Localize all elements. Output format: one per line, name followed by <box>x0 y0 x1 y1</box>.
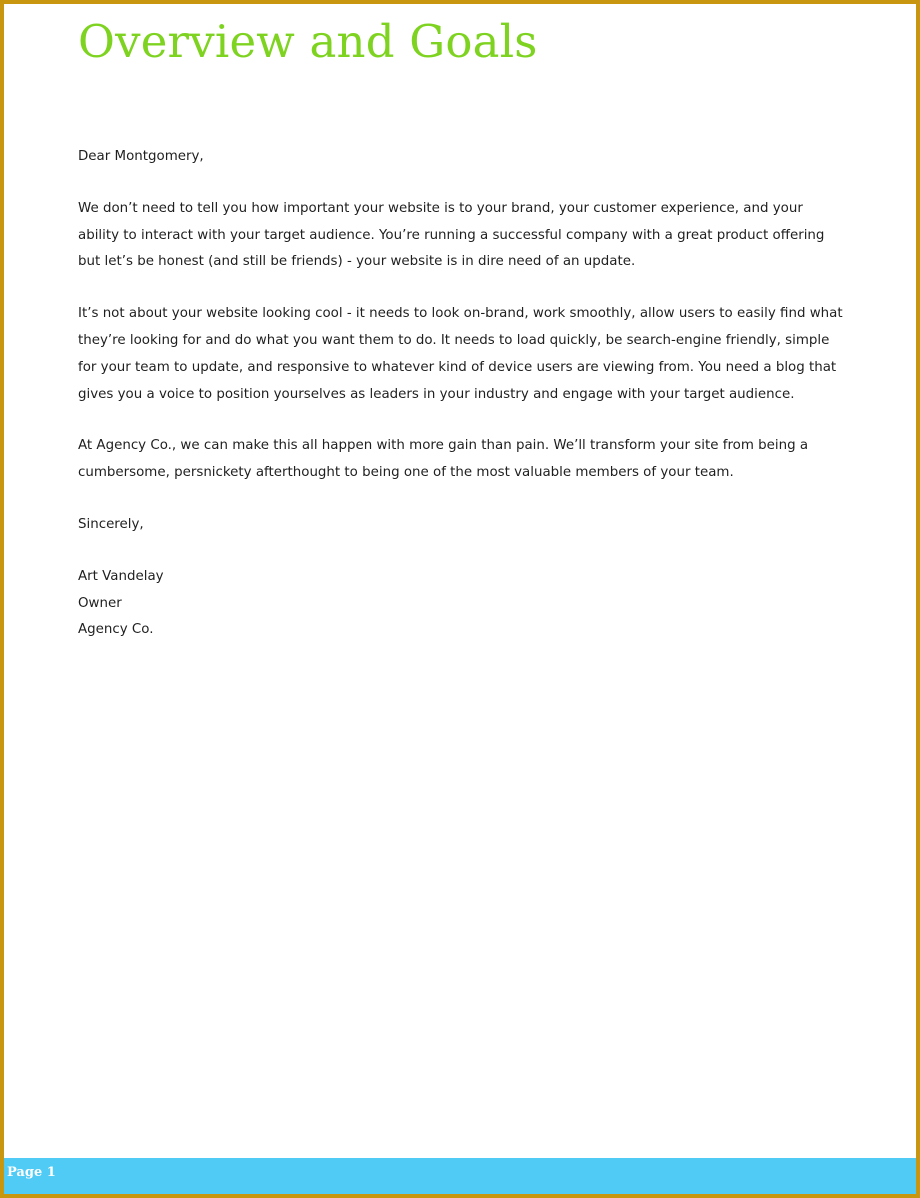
footer-bar <box>4 1158 916 1194</box>
page-title: Overview and Goals <box>78 15 538 68</box>
letter-paragraph-2: It’s not about your website looking cool - it needs to look on-brand, work smoothly, allow users to easily find what they’re looking for and do what you want them to do. It needs to load quickly, be search-engine friendly, simple for your team to update, and responsive to whatever kind of device users are viewing from. You need a blog that gives you a voice to position yourselves as leaders in your industry and engage with your target audience. <box>78 306 843 402</box>
salutation: Dear Montgomery, <box>78 149 204 164</box>
signature-company: Agency Co. <box>78 622 154 638</box>
signature-name: Art Vandelay <box>78 568 164 584</box>
letter-paragraph-3: At Agency Co., we can make this all happen with more gain than pain. We’ll transform your site from being a cumbersome, persnickety afterthought to being one of the most valuable members of your team. <box>78 438 809 481</box>
letter-body <box>78 144 848 644</box>
page-number: Page 1 <box>7 1165 56 1180</box>
signature-role: Owner <box>78 595 122 611</box>
closing: Sincerely, <box>78 516 144 532</box>
letter-paragraph-1: We don’t need to tell you how important your website is to your brand, your customer experience, and your ability to interact with your target audience. You’re running a successful company with a great product offering but let’s be honest (and still be friends) - your website is in dire need of an update. <box>78 200 825 270</box>
signature-block <box>78 564 848 644</box>
